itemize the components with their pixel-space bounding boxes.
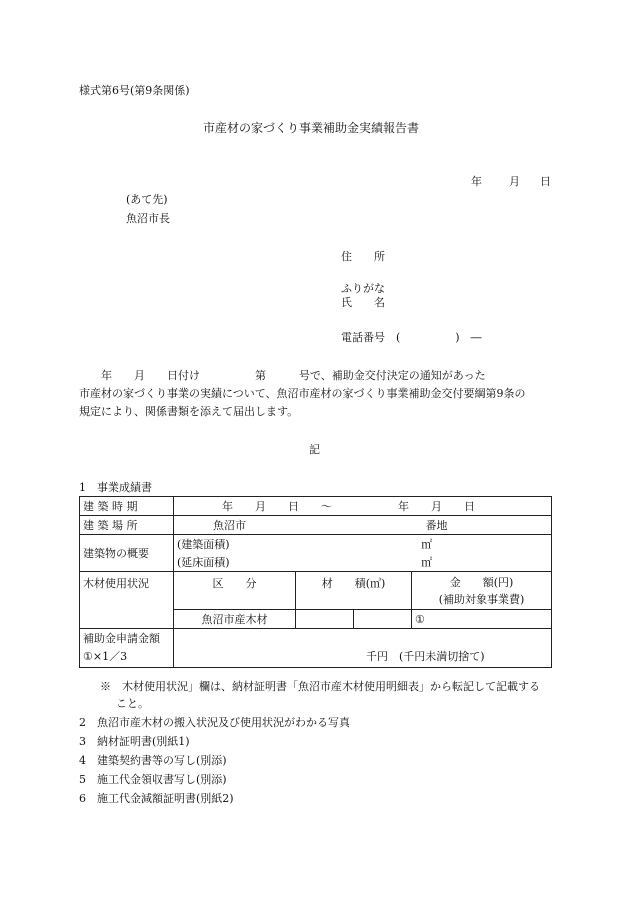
addressee: 魚沼市長 <box>126 212 170 225</box>
building-area-cell <box>174 535 552 554</box>
construction-period-label: 建 築 時 期 <box>80 497 174 516</box>
body-line-1: 年 月 日付け 第 号で、補助金交付決定の通知があった <box>79 369 486 382</box>
address-label: 住 所 <box>341 250 385 263</box>
table-row <box>80 516 552 535</box>
construction-site-value <box>174 516 552 535</box>
date-year: 年 <box>471 175 482 188</box>
col-amount-sub: (補助対象事業費) <box>438 592 525 606</box>
list-item: 5 施工代金領収書写し(別添) <box>79 773 227 786</box>
list-item: 2 魚沼市産木材の搬入状況及び使用状況がわかる写真 <box>79 716 350 729</box>
row-wood-label: 魚沼市産木材 <box>174 610 296 629</box>
table-row <box>80 535 552 554</box>
table-row <box>80 572 552 610</box>
site-city: 魚沼市 <box>213 519 246 532</box>
note-line-1: ※ 木材使用状況」欄は、納材証明書「魚沼市産木材使用明細表」から転記して記載する <box>100 680 540 693</box>
subsidy-label-2: ①×1／3 <box>83 650 128 663</box>
form-number: 様式第6号(第9条関係) <box>79 84 190 97</box>
table-row <box>80 629 552 668</box>
subsidy-label-1: 補助金申請金額 <box>83 632 160 645</box>
construction-site-label: 建 築 場 所 <box>80 516 174 535</box>
floor-area-label: (延床面積) <box>177 556 230 569</box>
col-kubun: 区 分 <box>174 572 296 610</box>
site-banchi: 番地 <box>425 519 448 532</box>
phone-label: 電話番号 ( ) ― <box>341 331 482 344</box>
ki-heading: 記 <box>309 443 320 456</box>
col-amount-cell <box>412 572 552 610</box>
floor-area-cell <box>174 553 552 572</box>
list-item: 3 納材証明書(別紙1) <box>79 735 190 748</box>
wood-usage-label: 木材使用状況 <box>80 572 174 629</box>
subsidy-request-value: 千円 (千円未満切捨て) <box>174 629 552 668</box>
col-volume: 材 積(㎥) <box>296 572 412 610</box>
report-table <box>79 496 552 668</box>
furigana-label: ふりがな <box>341 282 385 295</box>
circle-one: ① <box>415 612 425 626</box>
wood-volume-dec <box>354 610 412 629</box>
building-overview-label: 建築物の概要 <box>80 535 174 572</box>
list-item: 4 建築契約書等の写し(別添) <box>79 754 227 767</box>
wood-volume-int <box>296 610 354 629</box>
list-item: 6 施工代金減額証明書(別紙2) <box>79 792 234 805</box>
subsidy-request-label <box>80 629 174 668</box>
building-area-label: (建築面積) <box>177 538 230 551</box>
body-line-2: 市産材の家づくり事業の実績について、魚沼市産材の家づくり事業補助金交付要綱第9条の <box>79 387 526 400</box>
col-amount: 金 額(円) <box>449 575 514 589</box>
wood-amount-cell <box>412 610 552 629</box>
date-day: 日 <box>540 175 551 188</box>
building-area-unit: ㎡ <box>421 538 433 551</box>
table-row <box>80 497 552 516</box>
name-label: 氏 名 <box>341 296 385 309</box>
addressee-label: (あて先) <box>126 193 168 206</box>
floor-area-unit: ㎡ <box>421 556 433 569</box>
section-1-heading: 1 事業成績書 <box>79 481 152 494</box>
body-line-3: 規定により、関係書類を添えて届出します。 <box>79 405 299 418</box>
construction-period-value: 年 月 日 ～ 年 月 日 <box>174 497 552 516</box>
document-title: 市産材の家づくり事業補助金実績報告書 <box>203 121 420 135</box>
note-line-2: こと。 <box>116 697 149 710</box>
date-month: 月 <box>509 175 520 188</box>
